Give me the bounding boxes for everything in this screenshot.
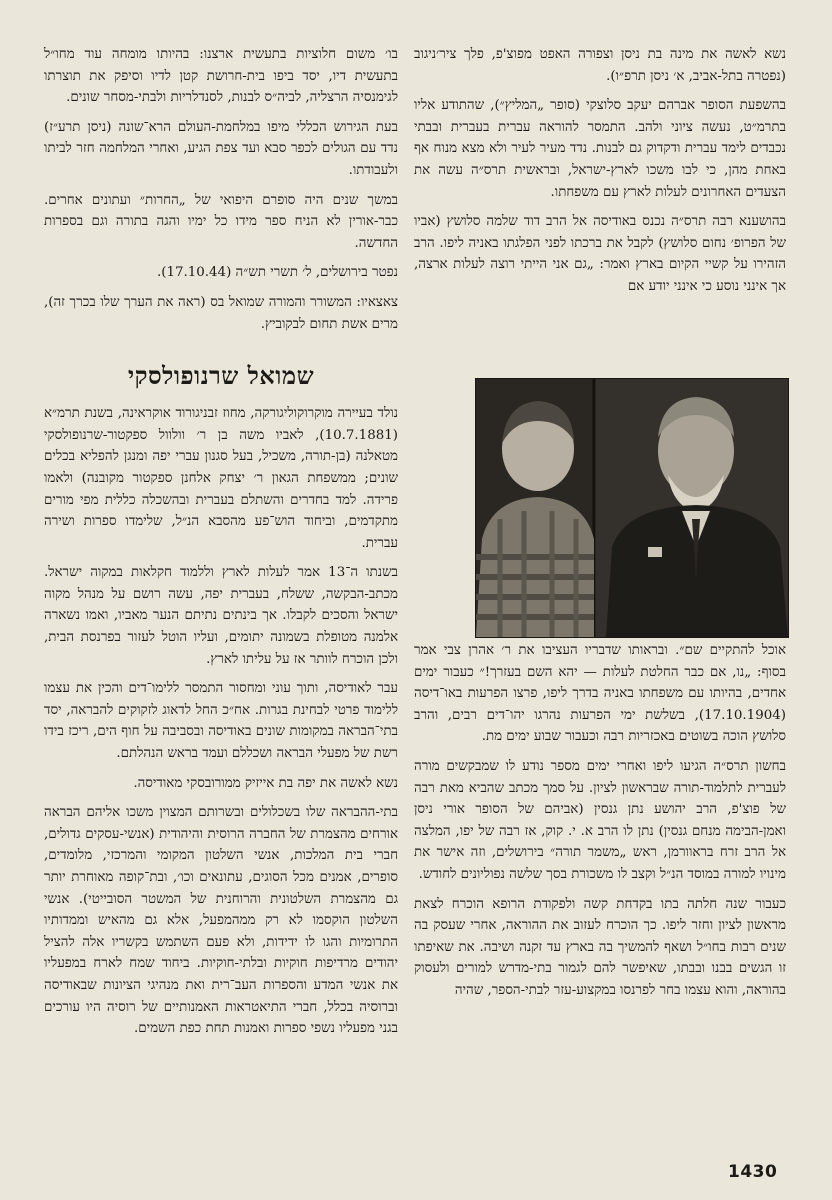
portrait-photo <box>475 378 789 638</box>
paragraph: בעת הגירוש הכללי מיפו במלחמת-העולם הרא־שונה (ניסן תרע״ז) נדד עם הגולים לכפר סבא ועד צפת הגיע, ואחרי המלחמה חזר לביתו ולעבודתו. <box>44 119 398 178</box>
paragraph: בהושענא רבה תרס״ה נכנס באודיסה אל הרב דוד שלמה סלושץ (אביו של הפרופ׳ נחום סלושץ) לקבל את ברכתו לפני הפלגתו באניה ליפו. הרב הזהירו על קשיי הקיום בארץ ואמר: „גם אני הייתי רוצה לעלות ארצה, אך אינני נוסע כי אינני יודע אם <box>414 214 786 294</box>
paragraph: נולד בעיירה מוקרוקוליגורקה, מחוז זבניגורוד אוקראינה, בשנת תרמ״א (10.7.1881), לאביו משה בן ר׳ וולוול ספקטור-שרנופולסקי מטאלנה (בן-תורה, משכיל, בעל סגנון עברי יפה ומנגן להפליא בכלים שונים; ממשפחת הגאון ר׳ יצחק אלחנן ספקטור מקובנה) ולאמו פרידה. למד בחדרים והשתלם בעברית ובהשכלה כללית מפי מורים מתקדמים, וביחוד הוש־פע מהסבא הנ״ל, שלימדו ספרות ושירה עברית. <box>44 406 398 551</box>
paragraph: כעבור שנה חלתה בתו בקדחת קשה ולפקודת הרופא הוכרח לצאת מראשון לציון וחזר ליפו. כך הוכרח לעזוב את ההוראה, אחרי שעסק בה שנים רבות בחו״ל ושאף להמשיך בה בארץ עד זקנה ושיבה. את שאיפתו זו הגשים בבנו ובבתו, שאיפשר להם לגמור בתי-מדרש למורים ולעסוק בהוראה, והוא עצמו בחר לפרנסו במקצוע-עזר לבתי-הספר, שהיה <box>414 896 786 998</box>
page-number: 1430 <box>728 1162 778 1182</box>
paragraph: צאצאיו: המשורר והמורה שמואל בס (ראה את הערך שלו בכרך זה), מרים אשת תחום לבקוביץ. <box>44 294 398 332</box>
right-column <box>414 44 786 298</box>
left-column <box>44 44 398 1040</box>
paragraph: אוכל להתקיים שם״. ובראותו שדבריו העציבו את ר׳ אהרן צבי אמר בסוף: „נו, אם כבר החלטת לעלות — יהא השם בעזרך!״ כעבור ימים אחדים, בהיותו עם משפחתו באניה בדרך ליפו, פרצו הפרעות באו־דיסה (17.10.1904), בשלשת ימי הפרעות נהרגו יהו־דים רבים, והרב סלושץ הוכה בשוטים באכזריות רבה וכעבור שבוע ימים מת. <box>414 643 786 745</box>
paragraph: עבר לאודיסה, ותוך עוני ומחסור התמסר ללימו־דים והכין את עצמו ללימוד פרטי לבחינת בגרות. אח״כ החל לדאוג לזקוקים להבראה, יסד בתי־הבראה במקומות שונים באודיסה ובסביבה על חוף הים, ריכז בידו רשת של מפעלי הבראה ושכללם ועמד בראש הנהלתם. <box>44 681 398 762</box>
paragraph: נשא לאשה את מינה בת ניסן וצפורה האפט מפוצ'פ, פלך ציר׳ניגוב (נפטרה בתל-אביב, א׳ ניסן תרפ״ו). <box>414 47 786 84</box>
paragraph: נשא לאשה את יפה בת אייזיק ממורובסקי מאודיסה. <box>133 775 398 791</box>
paragraph: בהשפעת הסופר אברהם יעקב סלוצקי (סופר „המליץ״), שהתודע אליו בתרמ״ט, נעשה ציוני ולהב. התמסר להוראה עברית בעברית ובבתי נכבדים לימד עברית ודקדוק גם לבנות. נדד מעיר לעיר ולא מצא מנוח אף באחת מהן, כי לבו משכו לארץ-ישראל, ובראשית תרס״ה עשה את הצעדים האחרונים לעלות לארץ עם משפחתו. <box>414 98 786 200</box>
paragraph: בתי-ההבראה שלו בשכלולים ובשרותם המצוין משכו אליהם הבראה אורחים מהצמרת של החברה הרוסית והיהודית (אנשי-עסקים גדולים, חברי בית המלכות, אנשי השלטון המקומי והמרכזי, מלומדים, סופרים, אמנים מכל הסוגים, עתונאים וכו׳, ובת־קופה מאוחרת יותר גם מהצמרת השלטונית והרוחנית של המשטר הסובייטי). אנשי השלטון הוקסמו לא רק ממהמפעל, אלא גם מהאיש וממדותיו התרומיות והגו לו ידידות, ולא פעם השתמש בקשריו אלה להציל יהודים מרדיפות חוקיות ובלתי-חוקיות. ביחוד שמח לארח במפעליו את אנשי המדע והספרות העב־רית ואת מנהיגי הציונות שבאודיסה וברוסיה בכלל, חברי התיאטראות האמנותיים של רוסיה היו עורכים בגני מפעליו נשפי ספרות ואמנות תחת כפת השמים. <box>44 805 398 1037</box>
paragraph: במשך שנים היה סופרם היפואי של „החרות״ ועתונים אחרים. כבר-אורין לא הניח ספר מידו כל ימיו והגה בתורה וגם בספרות החדשה. <box>44 192 398 251</box>
portrait-photo-image <box>476 379 788 637</box>
paragraph: בשנתו ה־13 אמר לעלות לארץ וללמוד חקלאות במקוה ישראל. מכתב-הבקשה, ששלח, בעברית יפה, עשה רושם על מנהל מקוה ישראל והסכים לקבלו. אך בינתים נתיתם הנער מאביו, ואמו נשארה אלמנה מטופלת בשמונה יתומים, ועליו הוטל לעזור בפרנסת הבית, ולכן הוכרח לוותר אז על עליתו לארץ. <box>44 565 399 667</box>
paragraph: בו׳ משום חלוציות בתעשית ארצנו: בהיותו מומחה עוד מחו״ל בתעשית דיו, יסד ביפו בית-חרושת קטן לדיו וסיפק את תוצרתו לגימנסיה הרצליה, לביה״ס לבנות, לסנדלריות ולבתי-מסחר שונים. <box>44 47 398 106</box>
paragraph: בחשון תרס״ה הגיעו ליפו ואחרי ימים מספר נודע לו שמבקשים מורה לעברית לתלמוד-תורה שבראשון לציון. על סמך מכתב שהביא מאת רבה של פוצ'פ, הרב יהושע נתן גנסין (אביהם של הסופר אורי ניסן ואמן-הבימה מנחם גנסין) נתן לו הרב א. י. קוק, אז רבה של יפו, המלצה אל הרב זרח בראוורמן, ראש „משמר תורה״ בירושלים, וזה אישר את מינויו למורה במוסד הנ״ל וקצב לו משכורת בסך שלשה נפוליונים לחודש. <box>414 758 786 882</box>
biography-title: שמואל שרנופולסקי <box>127 361 315 391</box>
paragraph: נפטר בירושלים, ל׳ תשרי תש״ה (17.10.44). <box>156 265 398 281</box>
right-column-lower <box>414 640 786 1002</box>
